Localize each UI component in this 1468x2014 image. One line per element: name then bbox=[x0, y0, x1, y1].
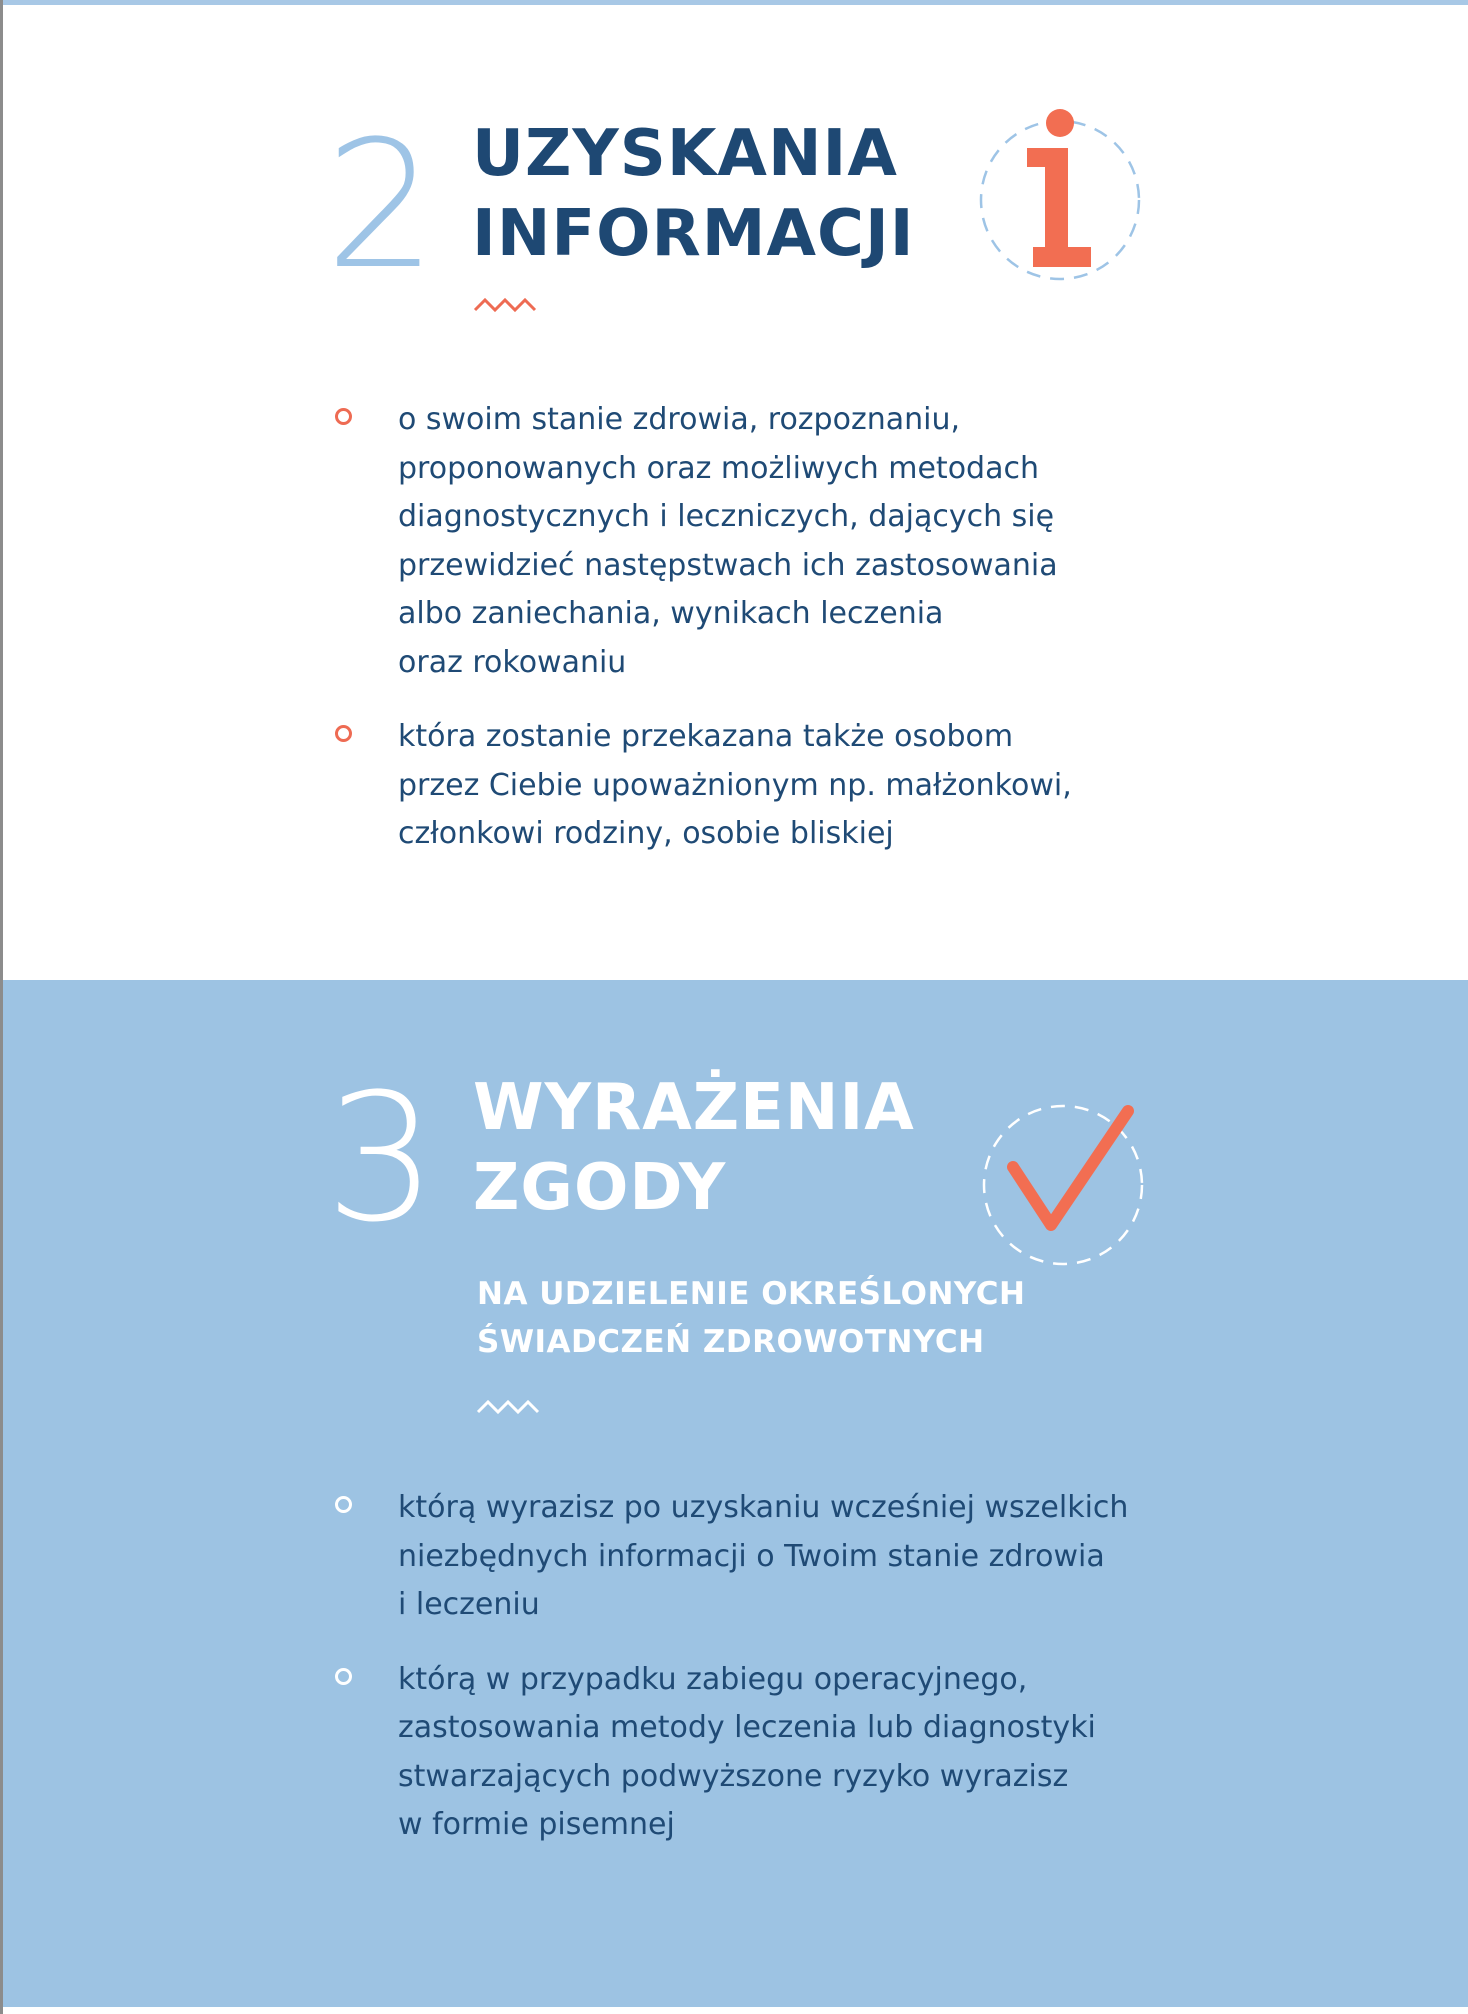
section-subtitle-line: ŚWIADCZEŃ ZDROWOTNYCH bbox=[477, 1324, 985, 1360]
bullet-line: proponowanych oraz możliwych metodach bbox=[398, 450, 1039, 486]
section-title-line: ZGODY bbox=[473, 1151, 727, 1225]
section-wyrazenia-zgody bbox=[3, 980, 1468, 2007]
section-title bbox=[473, 1068, 915, 1228]
bullet-line: o swoim stanie zdrowia, rozpoznaniu, bbox=[398, 402, 960, 437]
list-item bbox=[335, 713, 1155, 859]
section-title-line: WYRAŻENIA bbox=[473, 1071, 915, 1145]
section-title-line: UZYSKANIA bbox=[472, 117, 898, 191]
bullet-text bbox=[398, 396, 1155, 687]
circle-bullet-icon bbox=[335, 1496, 352, 1513]
zigzag-divider-icon bbox=[475, 1396, 545, 1418]
section-number: 2 bbox=[325, 103, 431, 308]
bullet-line: oraz rokowaniu bbox=[398, 644, 627, 680]
bullet-line: niezbędnych informacji o Twoim stanie zdrowia bbox=[398, 1538, 1105, 1574]
left-edge bbox=[0, 0, 3, 2014]
zigzag-divider-icon bbox=[472, 294, 542, 316]
section-subtitle bbox=[477, 1270, 1025, 1366]
list-item bbox=[335, 1484, 1155, 1630]
bullet-line: przewidzieć następstwach ich zastosowania bbox=[398, 547, 1058, 583]
bullet-line: i leczeniu bbox=[398, 1587, 540, 1622]
bullet-line: diagnostycznych i leczniczych, dających się bbox=[398, 499, 1055, 534]
bullet-line: która zostanie przekazana także osobom bbox=[398, 719, 1014, 754]
section-title bbox=[472, 114, 915, 274]
circle-bullet-icon bbox=[335, 408, 352, 425]
bullet-line: przez Ciebie upoważnionym np. małżonkowi, bbox=[398, 767, 1072, 803]
checkmark-icon bbox=[973, 1085, 1153, 1285]
section-number: 3 bbox=[325, 1056, 431, 1261]
circle-bullet-icon bbox=[335, 725, 352, 742]
bullet-line: albo zaniechania, wynikach leczenia bbox=[398, 596, 944, 631]
bullet-line: w formie pisemnej bbox=[398, 1807, 675, 1842]
bullet-line: którą w przypadku zabiegu operacyjnego, bbox=[398, 1661, 1028, 1697]
section-uzyskania-informacji bbox=[0, 0, 1468, 980]
bullet-text bbox=[398, 713, 1155, 859]
bullet-line: stwarzających podwyższone ryzyko wyrazisz bbox=[398, 1758, 1069, 1794]
section-title-line: INFORMACJI bbox=[472, 197, 915, 271]
bullet-list bbox=[335, 396, 1155, 885]
list-item bbox=[335, 1656, 1155, 1850]
bullet-line: zastosowania metody leczenia lub diagnostyki bbox=[398, 1710, 1096, 1745]
bullet-text bbox=[398, 1656, 1155, 1850]
bullet-line: członkowi rodziny, osobie bliskiej bbox=[398, 816, 894, 851]
bullet-text bbox=[398, 1484, 1155, 1630]
bullet-line: którą wyrazisz po uzyskaniu wcześniej wszelkich bbox=[398, 1490, 1129, 1525]
circle-bullet-icon bbox=[335, 1668, 352, 1685]
info-icon bbox=[970, 100, 1150, 300]
bullet-list bbox=[335, 1484, 1155, 1876]
bottom-edge bbox=[0, 2007, 1468, 2014]
list-item bbox=[335, 396, 1155, 687]
section-subtitle-line: NA UDZIELENIE OKREŚLONYCH bbox=[477, 1276, 1026, 1312]
